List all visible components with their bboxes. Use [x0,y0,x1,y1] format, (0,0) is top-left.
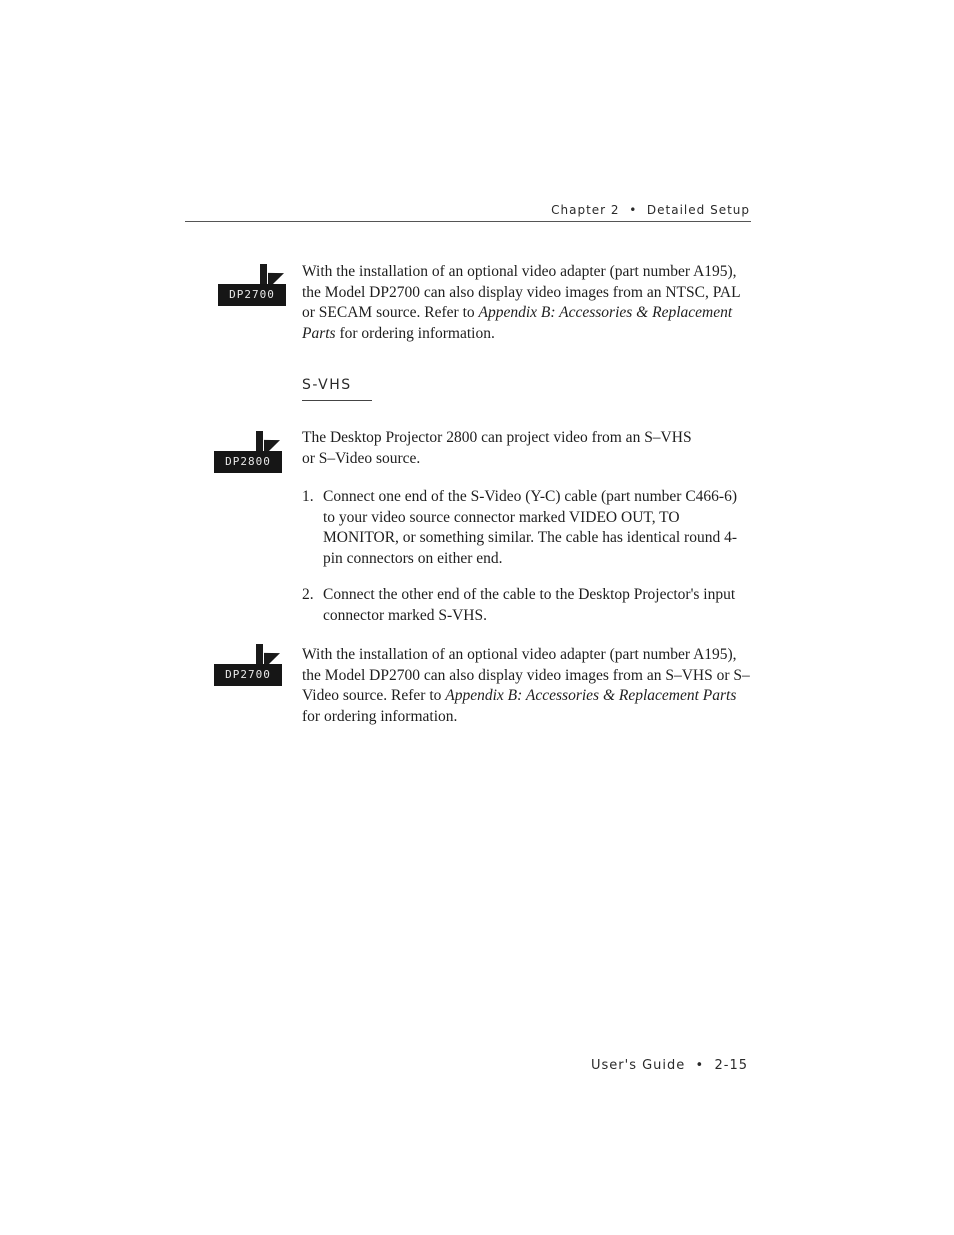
projector-badge-icon [218,264,286,312]
section-title: S-VHS [302,377,352,393]
appendix-reference: Appendix B: Accessories & Replacement Parts [445,687,737,704]
footer-guide: User's Guide [590,1058,686,1073]
appendix-reference: Appendix B: Accessories & Replacement Parts [302,304,733,342]
running-footer [591,1058,748,1073]
header-section: Detailed Setup [646,203,750,217]
paragraph-dp2800-svhs: The Desktop Projector 2800 can project video from an S–VHS or S–Video source. [302,429,692,467]
running-header [551,203,750,217]
badge-label: DP2800 [214,451,282,473]
step-number: 1. [302,488,314,505]
step-item [302,487,752,569]
badge-label: DP2700 [218,284,286,306]
step-number: 2. [302,586,314,603]
header-separator: • [629,203,638,217]
projector-badge-icon [214,431,282,479]
projector-badge-icon [214,644,282,692]
step-text: Connect one end of the S-Video (Y-C) cable (part number C466-6) to your video source connector marked VIDEO OUT, TO MONITOR, or something similar. The cable has identical round 4-pin connectors on either end. [323,488,738,567]
step-item [302,585,752,626]
paragraph-dp2700-svhs: With the installation of an optional video adapter (part number A195), the Model DP2700 can also display video images from an S–VHS or S–Video source. Refer to Appendix B: Accessories & Replacement Parts for ordering information. [302,646,750,725]
footer-separator: • [695,1058,705,1073]
section-rule [302,400,372,401]
header-chapter: Chapter 2 [551,203,620,217]
page-number: 2-15 [714,1058,748,1073]
header-rule [185,221,751,222]
step-text: Connect the other end of the cable to the Desktop Projector's input connector marked S-VHS. [323,586,736,624]
paragraph-dp2700-video: With the installation of an optional video adapter (part number A195), the Model DP2700 can also display video images from an NTSC, PAL or SECAM source. Refer to Appendix B: Accessories & Replacement Parts for ordering information. [302,263,740,342]
badge-label: DP2700 [214,664,282,686]
